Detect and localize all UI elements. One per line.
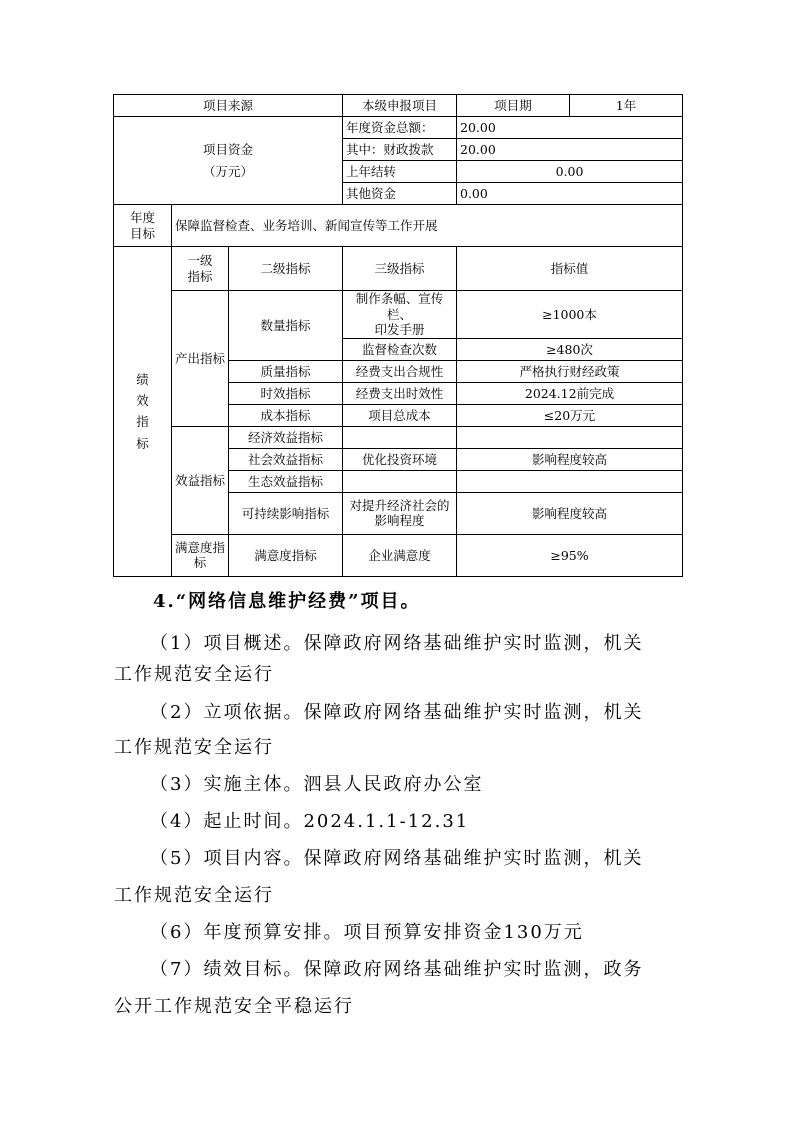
sustainable-label: 可持续影响指标 [229, 492, 343, 534]
goal-label: 年度 目标 [114, 205, 172, 247]
funds-row-value: 20.00 [457, 117, 683, 139]
cost-label: 成本指标 [229, 404, 343, 426]
paragraph-goal-cont: 公开工作规范安全平稳运行 [114, 996, 354, 1017]
paragraph-entity: （3）实施主体。泗县人民政府办公室 [150, 774, 484, 795]
ecological-item [343, 470, 457, 492]
sustainable-item: 对提升经济社会的 影响程度 [343, 492, 457, 534]
paragraph-content: （5）项目内容。保障政府网络基础维护实时监测，机关 [150, 848, 644, 869]
quality-value: 严格执行财经政策 [457, 360, 683, 382]
timeliness-label: 时效指标 [229, 382, 343, 404]
funds-row-label: 其中：财政拨款 [343, 139, 457, 161]
paragraph-overview-cont: 工作规范安全运行 [114, 664, 274, 685]
perf-label: 绩 效 指 标 [114, 247, 172, 577]
economic-item [343, 426, 457, 448]
satisfaction-level2: 满意度指标 [229, 534, 343, 576]
sustainable-value: 影响程度较高 [457, 492, 683, 534]
quantity-value-2: ≥480次 [457, 338, 683, 360]
paragraph-content-cont: 工作规范安全运行 [114, 885, 274, 906]
paragraph-budget: （6）年度预算安排。项目预算安排资金130万元 [150, 922, 584, 943]
economic-label: 经济效益指标 [229, 426, 343, 448]
funds-row-value: 20.00 [457, 139, 683, 161]
paragraph-period: （4）起止时间。2024.1.1-12.31 [150, 811, 470, 832]
satisfaction-label: 满意度指 标 [172, 534, 229, 576]
paragraph-overview: （1）项目概述。保障政府网络基础维护实时监测，机关 [150, 633, 644, 654]
header-level1: 一级 指标 [172, 247, 229, 291]
ecological-value [457, 470, 683, 492]
source-value: 本级申报项目 [343, 95, 457, 117]
social-value: 影响程度较高 [457, 448, 683, 470]
paragraph-basis: （2）立项依据。保障政府网络基础维护实时监测，机关 [150, 702, 644, 723]
paragraph-goal: （7）绩效目标。保障政府网络基础维护实时监测，政务 [150, 959, 644, 980]
funds-row-label: 年度资金总额： [343, 117, 457, 139]
cost-value: ≤20万元 [457, 404, 683, 426]
funds-row-value: 0.00 [457, 183, 683, 205]
funds-label: 项目资金 （万元） [114, 117, 343, 205]
period-value: 1年 [570, 95, 683, 117]
quantity-value-1: ≥1000本 [457, 291, 683, 339]
quality-item: 经费支出合规性 [343, 360, 457, 382]
cost-item: 项目总成本 [343, 404, 457, 426]
economic-value [457, 426, 683, 448]
period-label: 项目期 [457, 95, 570, 117]
funds-row-label: 其他资金 [343, 183, 457, 205]
paragraph-basis-cont: 工作规范安全运行 [114, 737, 274, 758]
funds-row-label: 上年结转 [343, 161, 457, 183]
timeliness-item: 经费支出时效性 [343, 382, 457, 404]
benefit-label: 效益指标 [172, 426, 229, 534]
quantity-item-2: 监督检查次数 [343, 338, 457, 360]
output-label: 产出指标 [172, 291, 229, 427]
goal-value: 保障监督检查、业务培训、新闻宣传等工作开展 [172, 205, 683, 247]
quantity-label: 数量指标 [229, 291, 343, 361]
section-heading: 4.“网络信息维护经费”项目。 [153, 591, 421, 612]
timeliness-value: 2024.12前完成 [457, 382, 683, 404]
quality-label: 质量指标 [229, 360, 343, 382]
header-level2: 二级指标 [229, 247, 343, 291]
satisfaction-item: 企业满意度 [343, 534, 457, 576]
satisfaction-value: ≥95% [457, 534, 683, 576]
funds-row-value: 0.00 [457, 161, 683, 183]
social-item: 优化投资环境 [343, 448, 457, 470]
quantity-item-1: 制作条幅、宣传栏、 印发手册 [343, 291, 457, 339]
source-label: 项目来源 [114, 95, 343, 117]
header-value: 指标值 [457, 247, 683, 291]
project-table [113, 94, 683, 577]
ecological-label: 生态效益指标 [229, 470, 343, 492]
header-level3: 三级指标 [343, 247, 457, 291]
social-label: 社会效益指标 [229, 448, 343, 470]
